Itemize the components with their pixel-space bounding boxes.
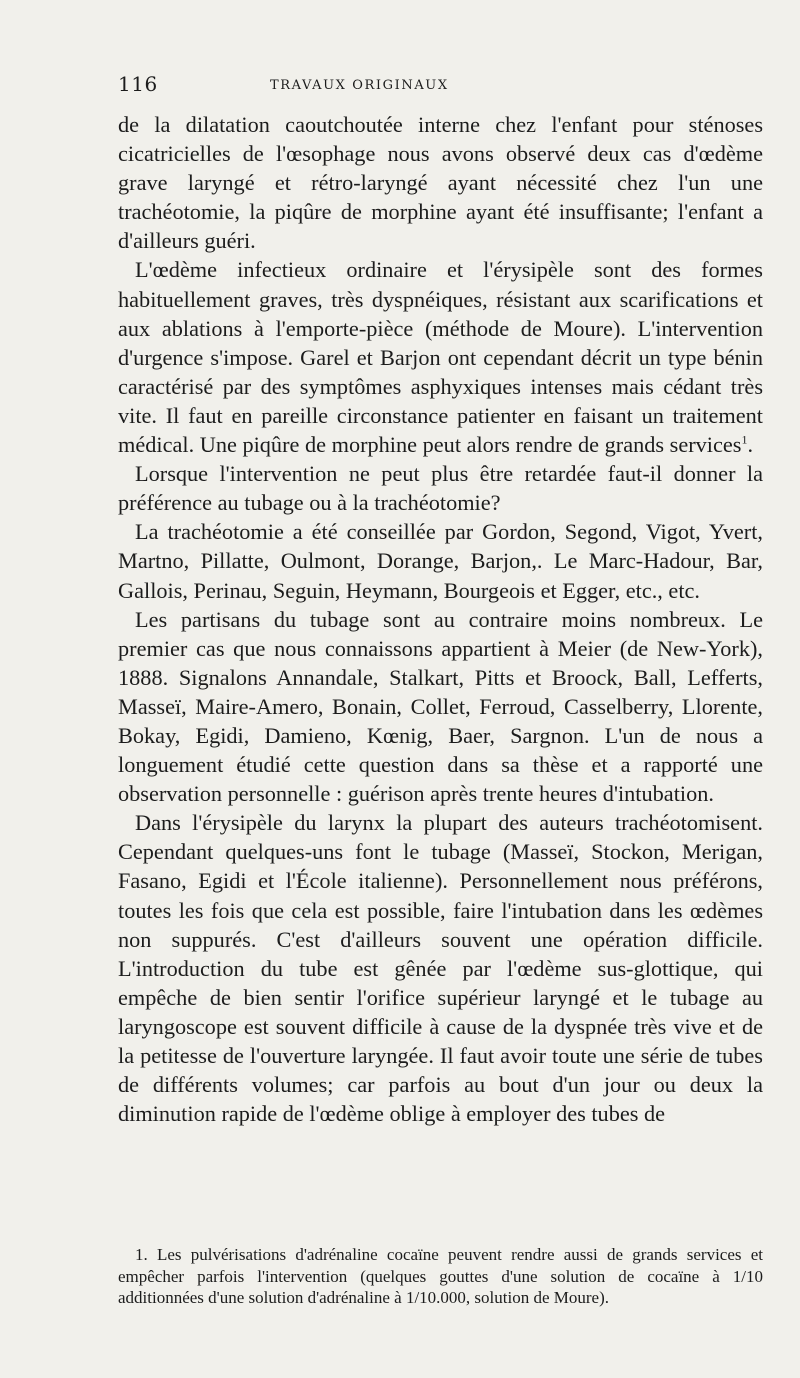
footnote-text: Les pulvérisations d'adrénaline cocaïne peuvent rendre aussi de grands services et empêcher parfois l'intervention (quelques gouttes d'une solution de cocaïne à 1/10 additionnées d'une solution d'adrénaline à 1/10.000, solution de Moure). xyxy=(118,1245,764,1307)
paragraph-6: Dans l'érysipèle du larynx la plupart des auteurs trachéotomisent. Cependant quelques-uns font le tubage (Masseï, Stockon, Merigan, Fasano, Egidi et l'École italienne). Personnellement nous préférons, toutes les fois que cela est possible, faire l'intubation dans les œdèmes non suppurés. C'est d'ailleurs souvent une opération difficile. L'introduction du tube est gênée par l'œdème sus-glottique, qui empêche de bien sentir l'orifice supérieur laryngé et le tubage au laryngoscope est souvent difficile à cause de la dyspnée très vive et de la petitesse de l'ouverture laryngée. Il faut avoir toute une série de tubes de différents volumes; car parfois au bout d'un jour ou deux la diminution rapide de l'œdème oblige à employer des tubes de xyxy=(118,810,763,1127)
paragraph-3: Lorsque l'intervention ne peut plus être retardée faut-il donner la préférence au tubage ou à la trachéotomie? xyxy=(118,461,763,516)
footnote-1 xyxy=(118,1244,763,1309)
paragraph-4: La trachéotomie a été conseillée par Gordon, Segond, Vigot, Yvert, Martno, Pillatte, Oulmont, Dorange, Barjon,. Le Marc-Hadour, Bar, Gallois, Perinau, Seguin, Heymann, Bourgeois et Egger, etc., etc. xyxy=(118,519,763,603)
paragraph-2-end: . xyxy=(747,432,754,458)
main-text xyxy=(118,110,763,1128)
page-number: 116 xyxy=(118,72,158,96)
footnote-number: 1. xyxy=(135,1245,148,1264)
footnote-reference: 1 xyxy=(741,432,748,447)
footnotes xyxy=(118,1244,763,1309)
paragraph-2 xyxy=(118,255,763,459)
paragraph-2-text: L'œdème infectieux ordinaire et l'érysipèle sont des formes habituellement graves, très dyspnéiques, résistant aux scarifications et aux ablations à l'emporte-pièce (méthode de Moure). L'intervention d'urgence s'impose. Garel et Barjon ont cependant décrit un type bénin caractérisé par des symptômes asphyxiques intenses mais cédant très vite. Il faut en pareille circonstance patienter en faisant un traitement médical. Une piqûre de morphine peut alors rendre de grands services xyxy=(118,257,763,458)
running-title: TRAVAUX ORIGINAUX xyxy=(270,78,449,93)
paragraph-5: Les partisans du tubage sont au contraire moins nombreux. Le premier cas que nous connaissons appartient à Meier (de New-York), 1888. Signalons Annandale, Stalkart, Pitts et Broock, Ball, Lefferts, Masseï, Maire-Amero, Bonain, Collet, Ferroud, Casselberry, Llorente, Bokay, Egidi, Damieno, Kœnig, Baer, Sargnon. L'un de nous a longuement étudié cette question dans sa thèse et a rapporté une observation personnelle : guérison après trente heures d'intubation. xyxy=(118,606,763,807)
paragraph-1: de la dilatation caoutchoutée interne chez l'enfant pour sténoses cicatricielles de l'œsophage nous avons observé deux cas d'œdème grave laryngé et rétro-laryngé ayant nécessité chez l'un une trachéotomie, la piqûre de morphine ayant été insuffisante; l'enfant a d'ailleurs guéri. xyxy=(118,112,763,254)
